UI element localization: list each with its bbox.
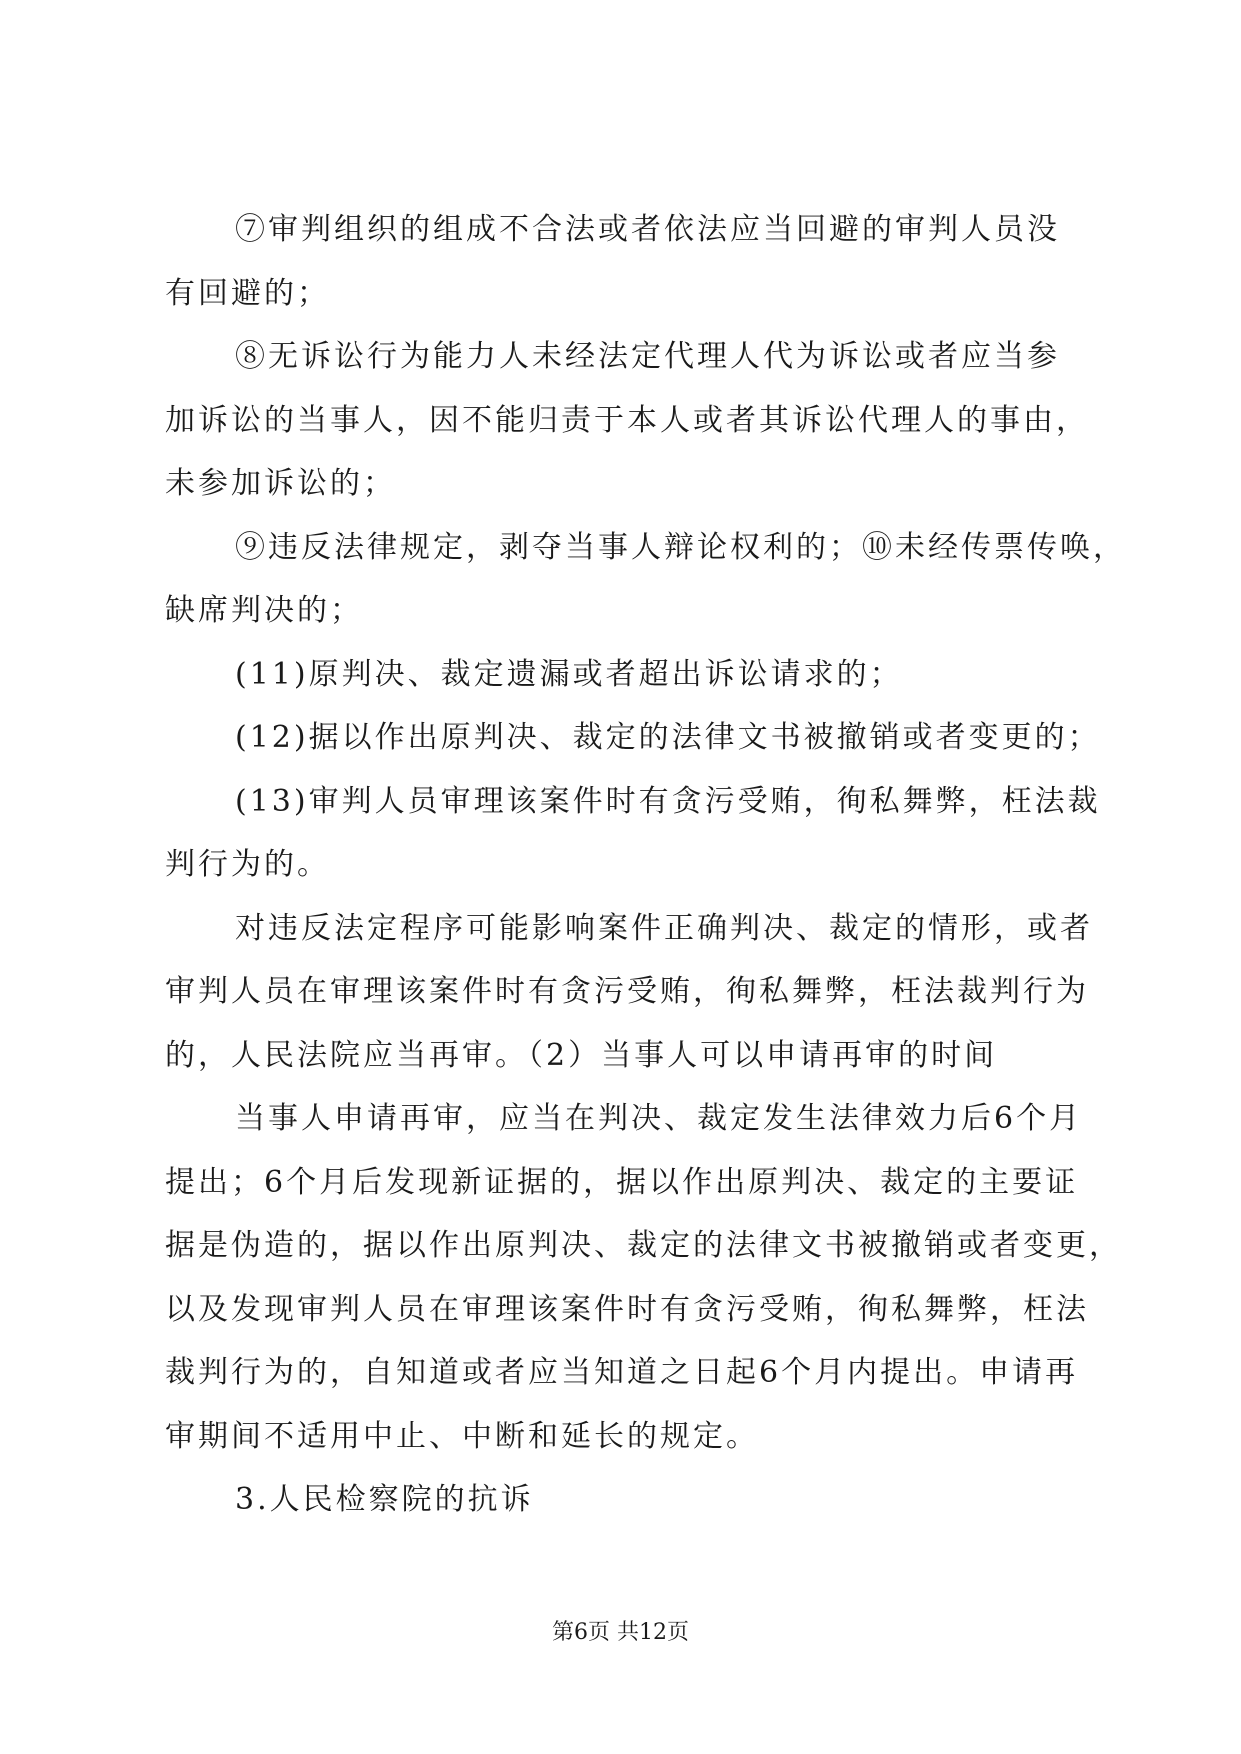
text-line: 审期间不适用中止、中断和延长的规定。 bbox=[165, 1419, 759, 1454]
text-line: (12)据以作出原判决、裁定的法律文书被撤销或者变更的； bbox=[235, 720, 1101, 755]
text-line: ⑨违反法律规定，剥夺当事人辩论权利的；⑩未经传票传唤， bbox=[235, 530, 1126, 565]
text-line: 有回避的； bbox=[165, 276, 330, 311]
section-heading: 3.人民检察院的抗诉 bbox=[235, 1482, 534, 1517]
text-line: 审判人员在审理该案件时有贪污受贿，徇私舞弊，枉法裁判行为 bbox=[165, 974, 1089, 1009]
text-line: 未参加诉讼的； bbox=[165, 466, 396, 501]
text-line: 据是伪造的，据以作出原判决、裁定的法律文书被撤销或者变更， bbox=[165, 1228, 1122, 1263]
text-line: 当事人申请再审，应当在判决、裁定发生法律效力后6个月 bbox=[235, 1101, 1083, 1136]
text-line: 判行为的。 bbox=[165, 847, 330, 882]
text-line: 加诉讼的当事人，因不能归责于本人或者其诉讼代理人的事由， bbox=[165, 403, 1089, 438]
text-line: 以及发现审判人员在审理该案件时有贪污受贿，徇私舞弊，枉法 bbox=[165, 1292, 1089, 1327]
text-line: ⑦审判组织的组成不合法或者依法应当回避的审判人员没 bbox=[235, 212, 1060, 247]
text-line: ⑧无诉讼行为能力人未经法定代理人代为诉讼或者应当参 bbox=[235, 339, 1060, 374]
text-line: 裁判行为的，自知道或者应当知道之日起6个月内提出。申请再 bbox=[165, 1355, 1079, 1390]
text-line: (13)审判人员审理该案件时有贪污受贿，徇私舞弊，枉法裁 bbox=[235, 784, 1101, 819]
text-line: 对违反法定程序可能影响案件正确判决、裁定的情形，或者 bbox=[235, 911, 1093, 946]
text-line: 提出；6个月后发现新证据的，据以作出原判决、裁定的主要证 bbox=[165, 1165, 1079, 1200]
text-line: 的，人民法院应当再审。（2）当事人可以申请再审的时间 bbox=[165, 1038, 998, 1073]
text-line: (11)原判决、裁定遗漏或者超出诉讼请求的； bbox=[235, 657, 903, 692]
page-number: 第6页 共12页 bbox=[552, 1620, 689, 1645]
text-line: 缺席判决的； bbox=[165, 593, 363, 628]
